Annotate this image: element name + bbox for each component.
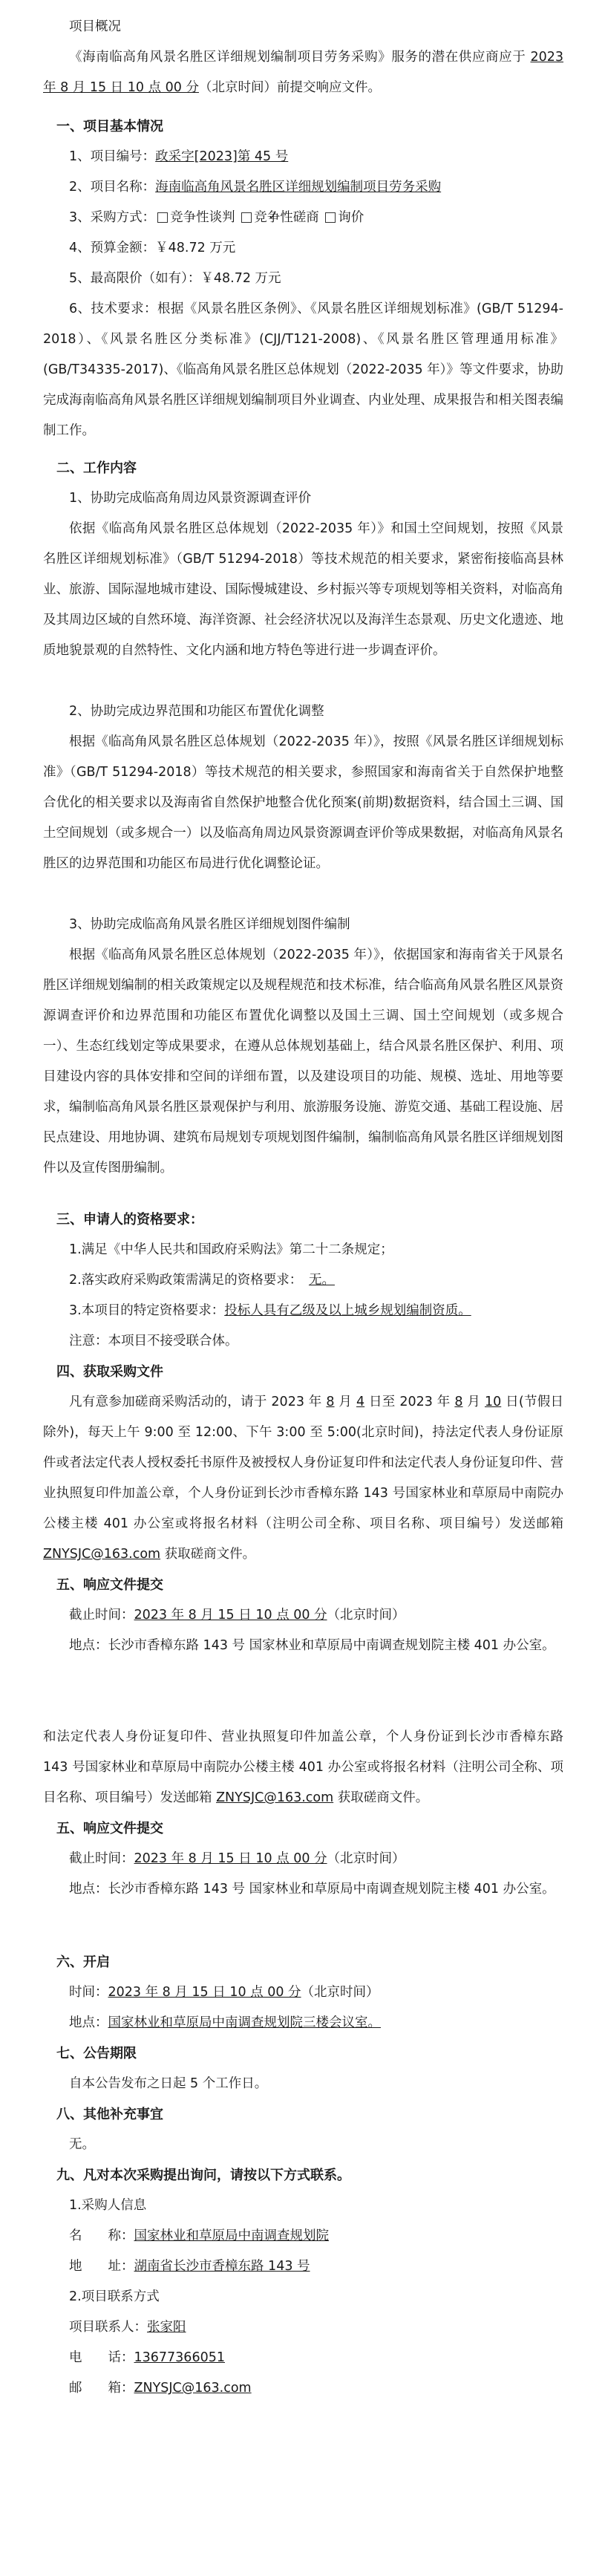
qualification-3-label: 3.本项目的特定资格要求： [69,1303,225,1318]
overview-deadline: 2023 年 8 月 15 日 10 点 00 分 [43,50,563,95]
submission-deadline-2-suffix: （北京时间） [327,1851,405,1866]
section-5b-title: 五、响应文件提交 [56,1821,163,1836]
qualification-2 [43,1265,563,1296]
contact-phone-value: 13677366051 [134,2350,225,2365]
contact-phone [43,2343,563,2373]
obtain-text-c: 日至 2023 年 [364,1395,455,1409]
work-3-title: 3、协助完成临高角风景名胜区详细规划图件编制 [69,917,350,932]
notice-period: 自本公告发布之日起 5 个工作日。 [69,2076,268,2091]
max-price: 5、最高限价（如有）：￥48.72 万元 [69,271,281,286]
purchaser-name-label: 名 称： [69,2228,134,2243]
project-number [43,142,563,172]
method-option-1: 竞争性谈判 [170,210,235,225]
end-month: 8 [454,1395,463,1409]
project-name [43,172,563,203]
purchase-method [43,203,563,233]
opening-place-label: 地点： [69,2015,108,2030]
section-6-title: 六、开启 [56,1954,110,1970]
qualification-2-value: 无。 [308,1273,335,1288]
submission-deadline [43,1600,563,1631]
checkbox-checked-icon[interactable] [241,212,252,223]
contact-email-label: 邮 箱： [69,2381,134,2396]
submission-deadline-2 [43,1844,563,1874]
start-day: 4 [356,1395,365,1409]
duplicate-tail: 获取磋商文件。 [333,1790,429,1805]
obtain-text-e: 日(节假日除外)，每天上午 9:00 至 12:00、下午 3:00 至 5:00(北京时间)，持法定代表人身份证原件或者法定代表人授权委托书原件及被授权人身份证复印件和法定代表人身份证复印件、营业执照复印件加盖公章，个人身份证到长沙市香樟东路 143 号国家林业和草原局中南院办公楼主楼 401 办公室或将报名材料（注明公司全称、项目名称、项目编号）发送邮箱 [43,1395,563,1531]
obtain-text-d: 月 [462,1395,485,1409]
submission-place: 地点：长沙市香樟东路 143 号 国家林业和草原局中南调查规划院主楼 401 办公室。 [69,1638,555,1653]
section-8-title: 八、其他补充事宜 [56,2107,163,2122]
purchaser-name-value: 国家林业和草原局中南调查规划院 [134,2228,329,2243]
start-month: 8 [326,1395,335,1409]
project-contact-heading: 2.项目联系方式 [69,2289,160,2304]
project-name-label: 2、项目名称： [69,180,156,195]
section-4-title: 四、获取采购文件 [56,1364,163,1380]
method-option-3: 询价 [338,210,364,225]
obtain-documents-text [43,1387,563,1570]
section-5-title: 五、响应文件提交 [56,1577,163,1593]
work-1-title: 1、协助完成临高角周边风景资源调查评价 [69,491,312,506]
duplicate-paragraph [43,1722,563,1813]
consortium-note: 注意：本项目不接受联合体。 [69,1334,238,1349]
obtain-text-f: 获取磋商文件。 [160,1547,256,1562]
submission-deadline-value: 2023 年 8 月 15 日 10 点 00 分 [134,1608,327,1623]
purchaser-address [43,2251,563,2282]
qualification-2-label: 2.落实政府采购政策需满足的资格要求： [69,1273,296,1288]
project-contact-value: 张家阳 [147,2320,186,2335]
section-9-title: 九、凡对本次采购提出询问，请按以下方式联系。 [56,2168,350,2183]
work-2-title: 2、协助完成边界范围和功能区布置优化调整 [69,704,324,719]
section-3-title: 三、申请人的资格要求： [56,1212,203,1227]
project-number-value: 政采字[2023]第 45 号 [155,149,289,164]
checkbox-icon[interactable] [157,212,168,223]
other-matters: 无。 [69,2137,95,2152]
duplicate-text: 和法定代表人身份证复印件、营业执照复印件加盖公章，个人身份证到长沙市香樟东路 143 号国家林业和草原局中南院办公楼主楼 401 办公室或将报名材料（注明公司全称、项目名称、项目编号）发送邮箱 [43,1729,563,1805]
email-link[interactable]: ZNYSJC@163.com [43,1547,161,1562]
technical-requirements: 6、技术要求：根据《风景名胜区条例》、《风景名胜区详细规划标准》(GB/T 51294-2018）、《风景名胜区分类标准》(CJJ/T121-2008)、《风景名胜区管理通用标准》(GB/T34335-2017)、《临高角风景名胜区总体规划（2022-2035 年）》等文件要求，协助完成海南临高角风景名胜区详细规划编制项目外业调查、内业处理、成果报告和相关图表编制工作。 [43,301,563,438]
checkbox-icon[interactable] [325,212,336,223]
opening-time-value: 2023 年 8 月 15 日 10 点 00 分 [108,1985,301,2000]
purchase-method-label: 3、采购方式： [69,210,156,225]
submission-deadline-2-label: 截止时间： [69,1851,134,1866]
project-contact-label: 项目联系人： [69,2320,147,2335]
section-2-title: 二、工作内容 [56,460,137,476]
end-day: 10 [484,1395,502,1409]
submission-deadline-label: 截止时间： [69,1608,134,1623]
submission-place-2: 地点：长沙市香樟东路 143 号 国家林业和草原局中南调查规划院主楼 401 办公室。 [69,1882,555,1897]
overview-heading: 项目概况 [69,19,121,34]
work-1-text: 依据《临高角风景名胜区总体规划（2022-2035 年）》和国土空间规划，按照《风景名胜区详细规划标准》（GB/T 51294-2018）等技术规范的相关要求，紧密衔接临高县林业、旅游、国际湿地城市建设、国际慢城建设、乡村振兴等专项规划等相关资料，对临高角及其周边区域的自然环境、海洋资源、社会经济状况以及海洋生态景观、历史文化遗迹、地质地貌景观的自然特性、文化内涵和地方特色等进行进一步调查评价。 [43,521,563,658]
contact-phone-label: 电 话： [69,2350,134,2365]
section-1-title: 一、项目基本情况 [56,119,163,134]
submission-deadline-suffix: （北京时间） [327,1608,405,1623]
budget: 4、预算金额：￥48.72 万元 [69,241,236,255]
opening-time [43,1977,563,2008]
qualification-3-value: 投标人具有乙级及以上城乡规划编制资质。 [224,1303,471,1318]
qualification-3 [43,1296,563,1326]
opening-time-label: 时间： [69,1985,108,2000]
purchaser-address-label: 地 址： [69,2259,134,2274]
qualification-1: 1.满足《中华人民共和国政府采购法》第二十二条规定； [69,1242,393,1257]
overview-text: 《海南临高角风景名胜区详细规划编制项目劳务采购》服务的潜在供应商应于 2023 年 8 月 15 日 10 点 00 分（北京时间）前提交响应文件。 [43,50,563,95]
project-number-label: 1、项目编号： [69,149,156,164]
contact-email [43,2373,563,2404]
section-7-title: 七、公告期限 [56,2046,137,2061]
obtain-text-b: 月 [334,1395,357,1409]
purchaser-address-value: 湖南省长沙市香樟东路 143 号 [134,2259,310,2274]
opening-time-suffix: （北京时间） [301,1985,379,2000]
work-2-text: 根据《临高角风景名胜区总体规划（2022-2035 年）》，按照《风景名胜区详细规划标准》（GB/T 51294-2018）等技术规范的相关要求，参照国家和海南省关于自然保护地整合优化的相关要求以及海南省自然保护地整合优化预案(前期)数据资料，结合国土三调、国土空间规划（或多规合一）以及临高角周边风景资源调查评价等成果数据，对临高角风景名胜区的边界范围和功能区布局进行优化调整论证。 [43,734,563,871]
project-name-value: 海南临高角风景名胜区详细规划编制项目劳务采购 [155,180,442,195]
opening-place-value: 国家林业和草原局中南调查规划院三楼会议室。 [108,2015,381,2030]
method-option-2: 竞争性磋商 [254,210,319,225]
contact-email-value[interactable]: ZNYSJC@163.com [134,2381,252,2396]
work-3-text: 根据《临高角风景名胜区总体规划（2022-2035 年）》，依据国家和海南省关于风景名胜区详细规划编制的相关政策规定以及规程规范和技术标准，结合临高角风景名胜区风景资源调查评价和边界范围和功能区布置优化调整以及国土三调、国土空间规划（或多规合一）、生态红线划定等成果要求，在遵从总体规划基础上，结合风景名胜区保护、利用、项目建设内容的具体安排和空间的详细布置，以及建设项目的功能、规模、选址、用地等要求，编制临高角风景名胜区景观保护与利用、旅游服务设施、游览交通、基础工程设施、居民点建设、用地协调、建筑布局规划专项规划图件编制，编制临高角风景名胜区详细规划图件以及宣传图册编制。 [43,948,563,1175]
purchaser-info-heading: 1.采购人信息 [69,2198,147,2213]
submission-deadline-2-value: 2023 年 8 月 15 日 10 点 00 分 [134,1851,327,1866]
purchaser-name [43,2221,563,2251]
opening-place [43,2008,563,2038]
duplicate-email[interactable]: ZNYSJC@163.com [216,1790,334,1805]
obtain-text-a: 凡有意参加磋商采购活动的，请于 2023 年 [69,1395,327,1409]
project-contact [43,2312,563,2343]
